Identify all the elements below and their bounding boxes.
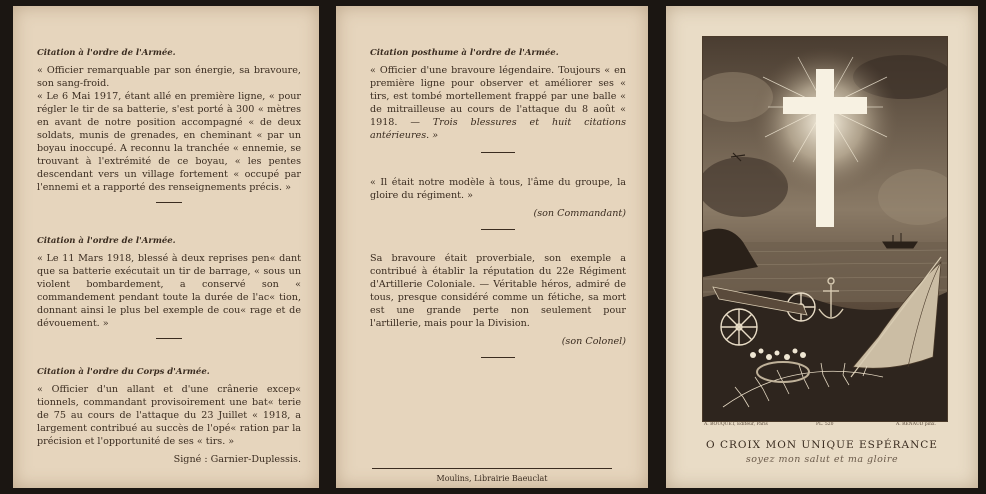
citation-title: Citation posthume à l'ordre de l'Armée.	[370, 48, 559, 58]
motto-title: O CROIX MON UNIQUE ESPÉRANCE	[706, 439, 938, 451]
separator	[481, 229, 515, 230]
separator	[481, 152, 515, 153]
citation-title: Citation à l'ordre de l'Armée.	[37, 48, 176, 58]
citation-block-1	[37, 48, 301, 213]
citation-card-left	[13, 6, 319, 488]
quote-text: Sa bravoure était proverbiale, son exemple a contribué à établir la réputation du 22e Régiment d'Artillerie Coloniale. — Véritable héros, admiré de tous, presque considéré comme un fétiche, sa mort est une grande perte non seulement pour l'artillerie, mais pour la Division.	[370, 253, 626, 329]
cross-vertical	[816, 69, 834, 227]
quote-signature: (son Commandant)	[533, 208, 626, 219]
posthumous-citation	[370, 48, 626, 163]
citation-block-3	[37, 367, 301, 465]
motto-subtitle: soyez mon salut et ma gloire	[745, 454, 899, 465]
citation-text: « Officier d'un allant et d'une crânerie excep« tionnels, commandant provisoirement une bat« terie de 75 au cours de l'attaque du 23 Juillet « 1918, a largement contribué au succès de l'opé« ration par la précision et l'opportunité de ses « tirs. »	[37, 384, 301, 447]
engraving-illustration	[703, 37, 947, 421]
artist-credit: A. RENAUD pinx.	[896, 422, 936, 427]
footer-rule	[372, 468, 612, 469]
citation-card-middle	[336, 6, 648, 488]
signature-line: Signé : Garnier-Duplessis.	[173, 454, 301, 465]
engraver-credit: A. BOUQUET, Éditeur, Paris	[704, 422, 768, 427]
separator	[156, 338, 182, 339]
printer-footer: Moulins, Librairie Baeuclat	[436, 474, 548, 483]
citation-text: « Le 11 Mars 1918, blessé à deux reprises pen« dant que sa batterie exécutait un tir de barrage, « sous un violent bombardement, a conservé son « commandement pendant toute la durée de l'ac« tion, donnant ainsi le plus bel exemple de cou« rage et de dévouement. »	[37, 253, 301, 329]
citation-title: Citation à l'ordre du Corps d'Armée.	[37, 367, 210, 377]
citation-text: « Officier remarquable par son énergie, sa bravoure, son sang-froid.	[37, 65, 301, 89]
citation-text: « Le 6 Mai 1917, étant allé en première ligne, « pour régler le tir de sa batterie, s'est porté à 300 « mètres en avant de notre position accompagné « de deux soldats, munis de grenades, en cheminant « par un boyau inoccupé. A reconnu la tranchée « ennemie, se trouvant à l'extrémité de ce boyau, « les pentes descendant vers un village fortement « occupé par l'ennemi et a rapporté des renseignements précis. »	[37, 91, 301, 193]
quote-signature: (son Colonel)	[561, 336, 626, 347]
cross-horizontal	[783, 97, 867, 114]
cross-engraving	[702, 36, 948, 422]
separator	[481, 357, 515, 358]
memorial-image-card	[666, 6, 978, 488]
citation-text: « Officier d'une bravoure légendaire. Toujours « en première ligne pour observer et améliorer ses « tirs, est tombé mortellement frappé par une balle « de mitrailleuse au cours de l'attaque du 8 août « 1918. — Trois blessures et huit citations antérieures. »	[370, 65, 627, 141]
citation-title: Citation à l'ordre de l'Armée.	[37, 236, 176, 246]
commandant-quote	[370, 176, 626, 240]
separator	[156, 202, 182, 203]
colonel-quote	[370, 252, 626, 368]
citation-block-2	[37, 236, 301, 349]
plate-number: PL. 520	[816, 422, 834, 427]
citation-italic: Trois blessures et huit citations antérieures. »	[370, 117, 627, 141]
quote-text: « Il était notre modèle à tous, l'âme du groupe, la gloire du régiment. »	[370, 177, 626, 201]
